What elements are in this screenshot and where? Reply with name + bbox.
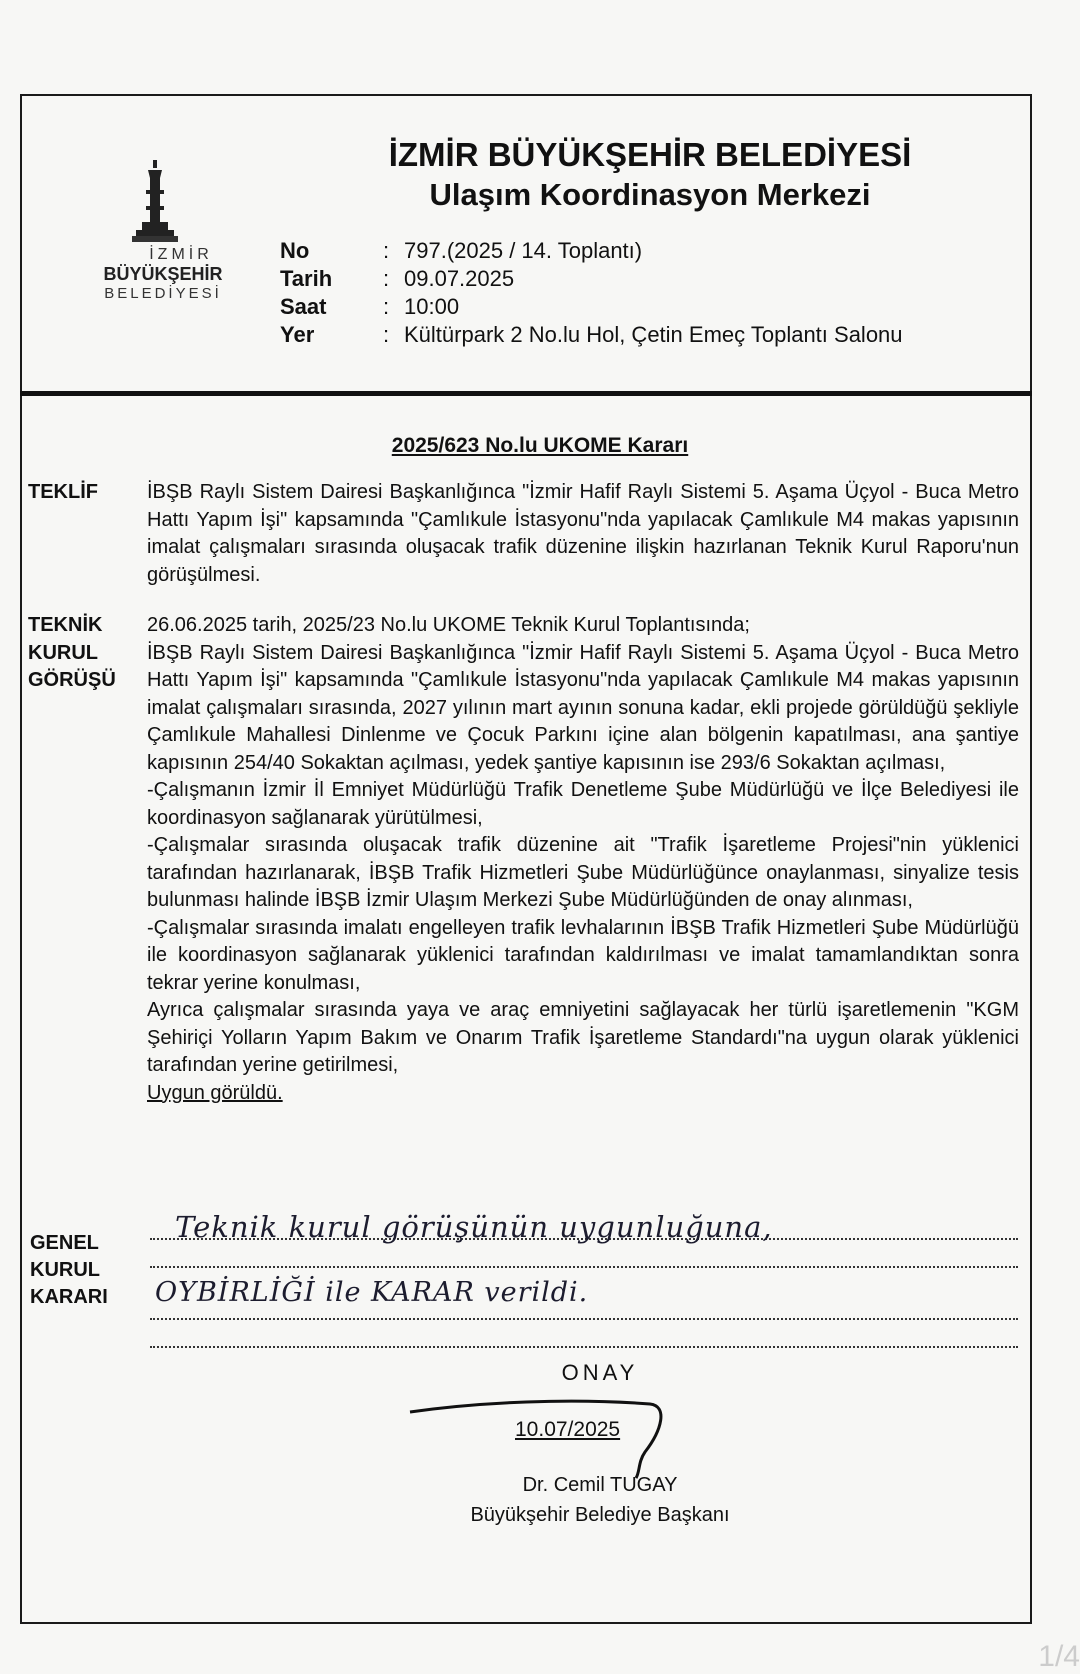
handwritten-decision-line-2: OYBİRLİĞİ ile KARAR verildi. — [155, 1277, 589, 1308]
meta-colon: : — [382, 322, 390, 347]
genel-label-line3: KARARI — [30, 1286, 108, 1308]
meta-row-saat — [280, 294, 903, 322]
meta-label: Saat — [280, 294, 327, 319]
meeting-meta — [280, 238, 903, 350]
meta-row-yer — [280, 322, 903, 350]
meta-value: 09.07.2025 — [404, 266, 515, 291]
decision-title: 2025/623 No.lu UKOME Kararı — [391, 434, 689, 457]
org-title: İZMİR BÜYÜKŞEHİR BELEDİYESİ — [388, 136, 912, 173]
meta-colon: : — [382, 266, 390, 291]
page-number: 1/4 — [1038, 1640, 1080, 1673]
teknik-label-line3: GÖRÜŞÜ — [28, 669, 116, 691]
teknik-label-line2: KURUL — [28, 641, 98, 664]
meta-label: Tarih — [280, 266, 333, 291]
approval-date: 10.07/2025 — [515, 1418, 621, 1441]
header-divider — [20, 391, 1032, 396]
signer-name: Dr. Cemil TUGAY — [522, 1474, 678, 1496]
clock-tower-icon — [128, 160, 184, 250]
teknik-text — [147, 612, 1019, 1107]
meta-label: No — [280, 238, 310, 263]
teknik-paragraph-1: 26.06.2025 tarih, 2025/23 No.lu UKOME Teknik Kurul Toplantısında; — [147, 614, 750, 636]
org-subtitle: Ulaşım Koordinasyon Merkezi — [429, 177, 871, 212]
teknik-label — [28, 612, 116, 695]
meta-label: Yer — [280, 322, 315, 347]
teklif-paragraph: İBŞB Raylı Sistem Dairesi Başkanlığınca "İzmir Hafif Raylı Sistemi 5. Aşama Üçyol - Buca Metro Hattı Yapım İşi" kapsamında "Çamlıkule İstasyonu"nda yapılacak Çamlıkule M4 makas yapısının imalat çalışmaları sırasında oluşacak trafik düzenine ilişkin hazırlanan Teknik Kurul Raporu'nun görüşülmesi. — [147, 481, 1019, 586]
teknik-paragraph-3: -Çalışmanın İzmir İl Emniyet Müdürlüğü Trafik Denetleme Şube Müdürlüğü ve İlçe Belediyesi ile koordinasyon sağlanarak yürütülmesi, — [147, 779, 1019, 829]
decision-line-4 — [150, 1316, 1018, 1348]
meta-row-no — [280, 238, 903, 266]
logo-line-izmir: İZMİR — [149, 246, 213, 263]
handwritten-decision-line-1: Teknik kurul görüşünün uygunluğuna, — [175, 1210, 773, 1244]
genel-label — [30, 1230, 108, 1311]
teknik-label-line1: TEKNİK — [28, 614, 103, 636]
signer-title: Büyükşehir Belediye Başkanı — [470, 1504, 730, 1526]
meta-row-tarih — [280, 266, 903, 294]
meta-value: 797.(2025 / 14. Toplantı) — [404, 238, 643, 263]
municipality-logo — [78, 160, 248, 310]
logo-line-belediyesi: BELEDİYESİ — [104, 285, 222, 302]
teknik-paragraph-4: -Çalışmalar sırasında oluşacak trafik düzenine ait "Trafik İşaretleme Projesi"nin yüklenici tarafından hazırlanarak, İBŞB Trafik Hizmetleri Şube Müdürlüğünce onaylanması, sinyalize tesis bulunması halinde İBŞB İzmir Ulaşım Merkezi Şube Müdürlüğünden de onay alınması, — [147, 834, 1019, 911]
teklif-text — [147, 479, 1019, 589]
genel-label-line2: KURUL — [30, 1259, 100, 1281]
teknik-paragraph-6: Ayrıca çalışmalar sırasında yaya ve araç emniyetini sağlayacak her türlü işaretlemenin "KGM Şehiriçi Yolların Yapım Bakım ve Onarım Trafik İşaretleme Standardı"na uygun olarak yüklenici tarafından yerine getirilmesi, — [147, 999, 1019, 1076]
logo-line-buyuksehir: BÜYÜKŞEHİR — [103, 264, 223, 284]
teknik-paragraph-5: -Çalışmalar sırasında imalatı engelleyen trafik levhalarının İBŞB Trafik Hizmetleri Şube Müdürlüğü ile koordinasyon sağlanarak yüklenici tarafından kaldırılması ve imalat tamamlandıktan sonra tekrar yerine konulması, — [147, 916, 1019, 994]
signer-block — [400, 1470, 800, 1530]
teklif-label: TEKLİF — [28, 481, 98, 503]
meta-colon: : — [382, 294, 390, 319]
meta-value: 10:00 — [404, 294, 460, 319]
approval-heading: ONAY — [561, 1360, 639, 1385]
meta-colon: : — [382, 238, 390, 263]
genel-label-line1: GENEL — [30, 1232, 99, 1254]
teknik-conclusion: Uygun görüldü. — [147, 1081, 283, 1104]
meta-value: Kültürpark 2 No.lu Hol, Çetin Emeç Toplantı Salonu — [404, 322, 903, 347]
teknik-paragraph-2: İBŞB Raylı Sistem Dairesi Başkanlığınca "İzmir Hafif Raylı Sistemi 5. Aşama Üçyol - Buca Metro Hattı Yapım İşi" kapsamında "Çamlıkule İstasyonu"nda yapılacak Çamlıkule M4 makas yapısının imalat çalışmaları sırasında, 2027 yılının mart ayının sonuna kadar, ekli projede görüldüğü şekliyle Çamlıkule Mahallesi Dinlenme ve Çocuk Parkını içine alan bölgenin kapatılması, ana şantiye kapısının 254/40 Sokaktan açılması, yedek şantiye kapısının ise 293/6 Sokaktan açılması, — [147, 641, 1019, 774]
